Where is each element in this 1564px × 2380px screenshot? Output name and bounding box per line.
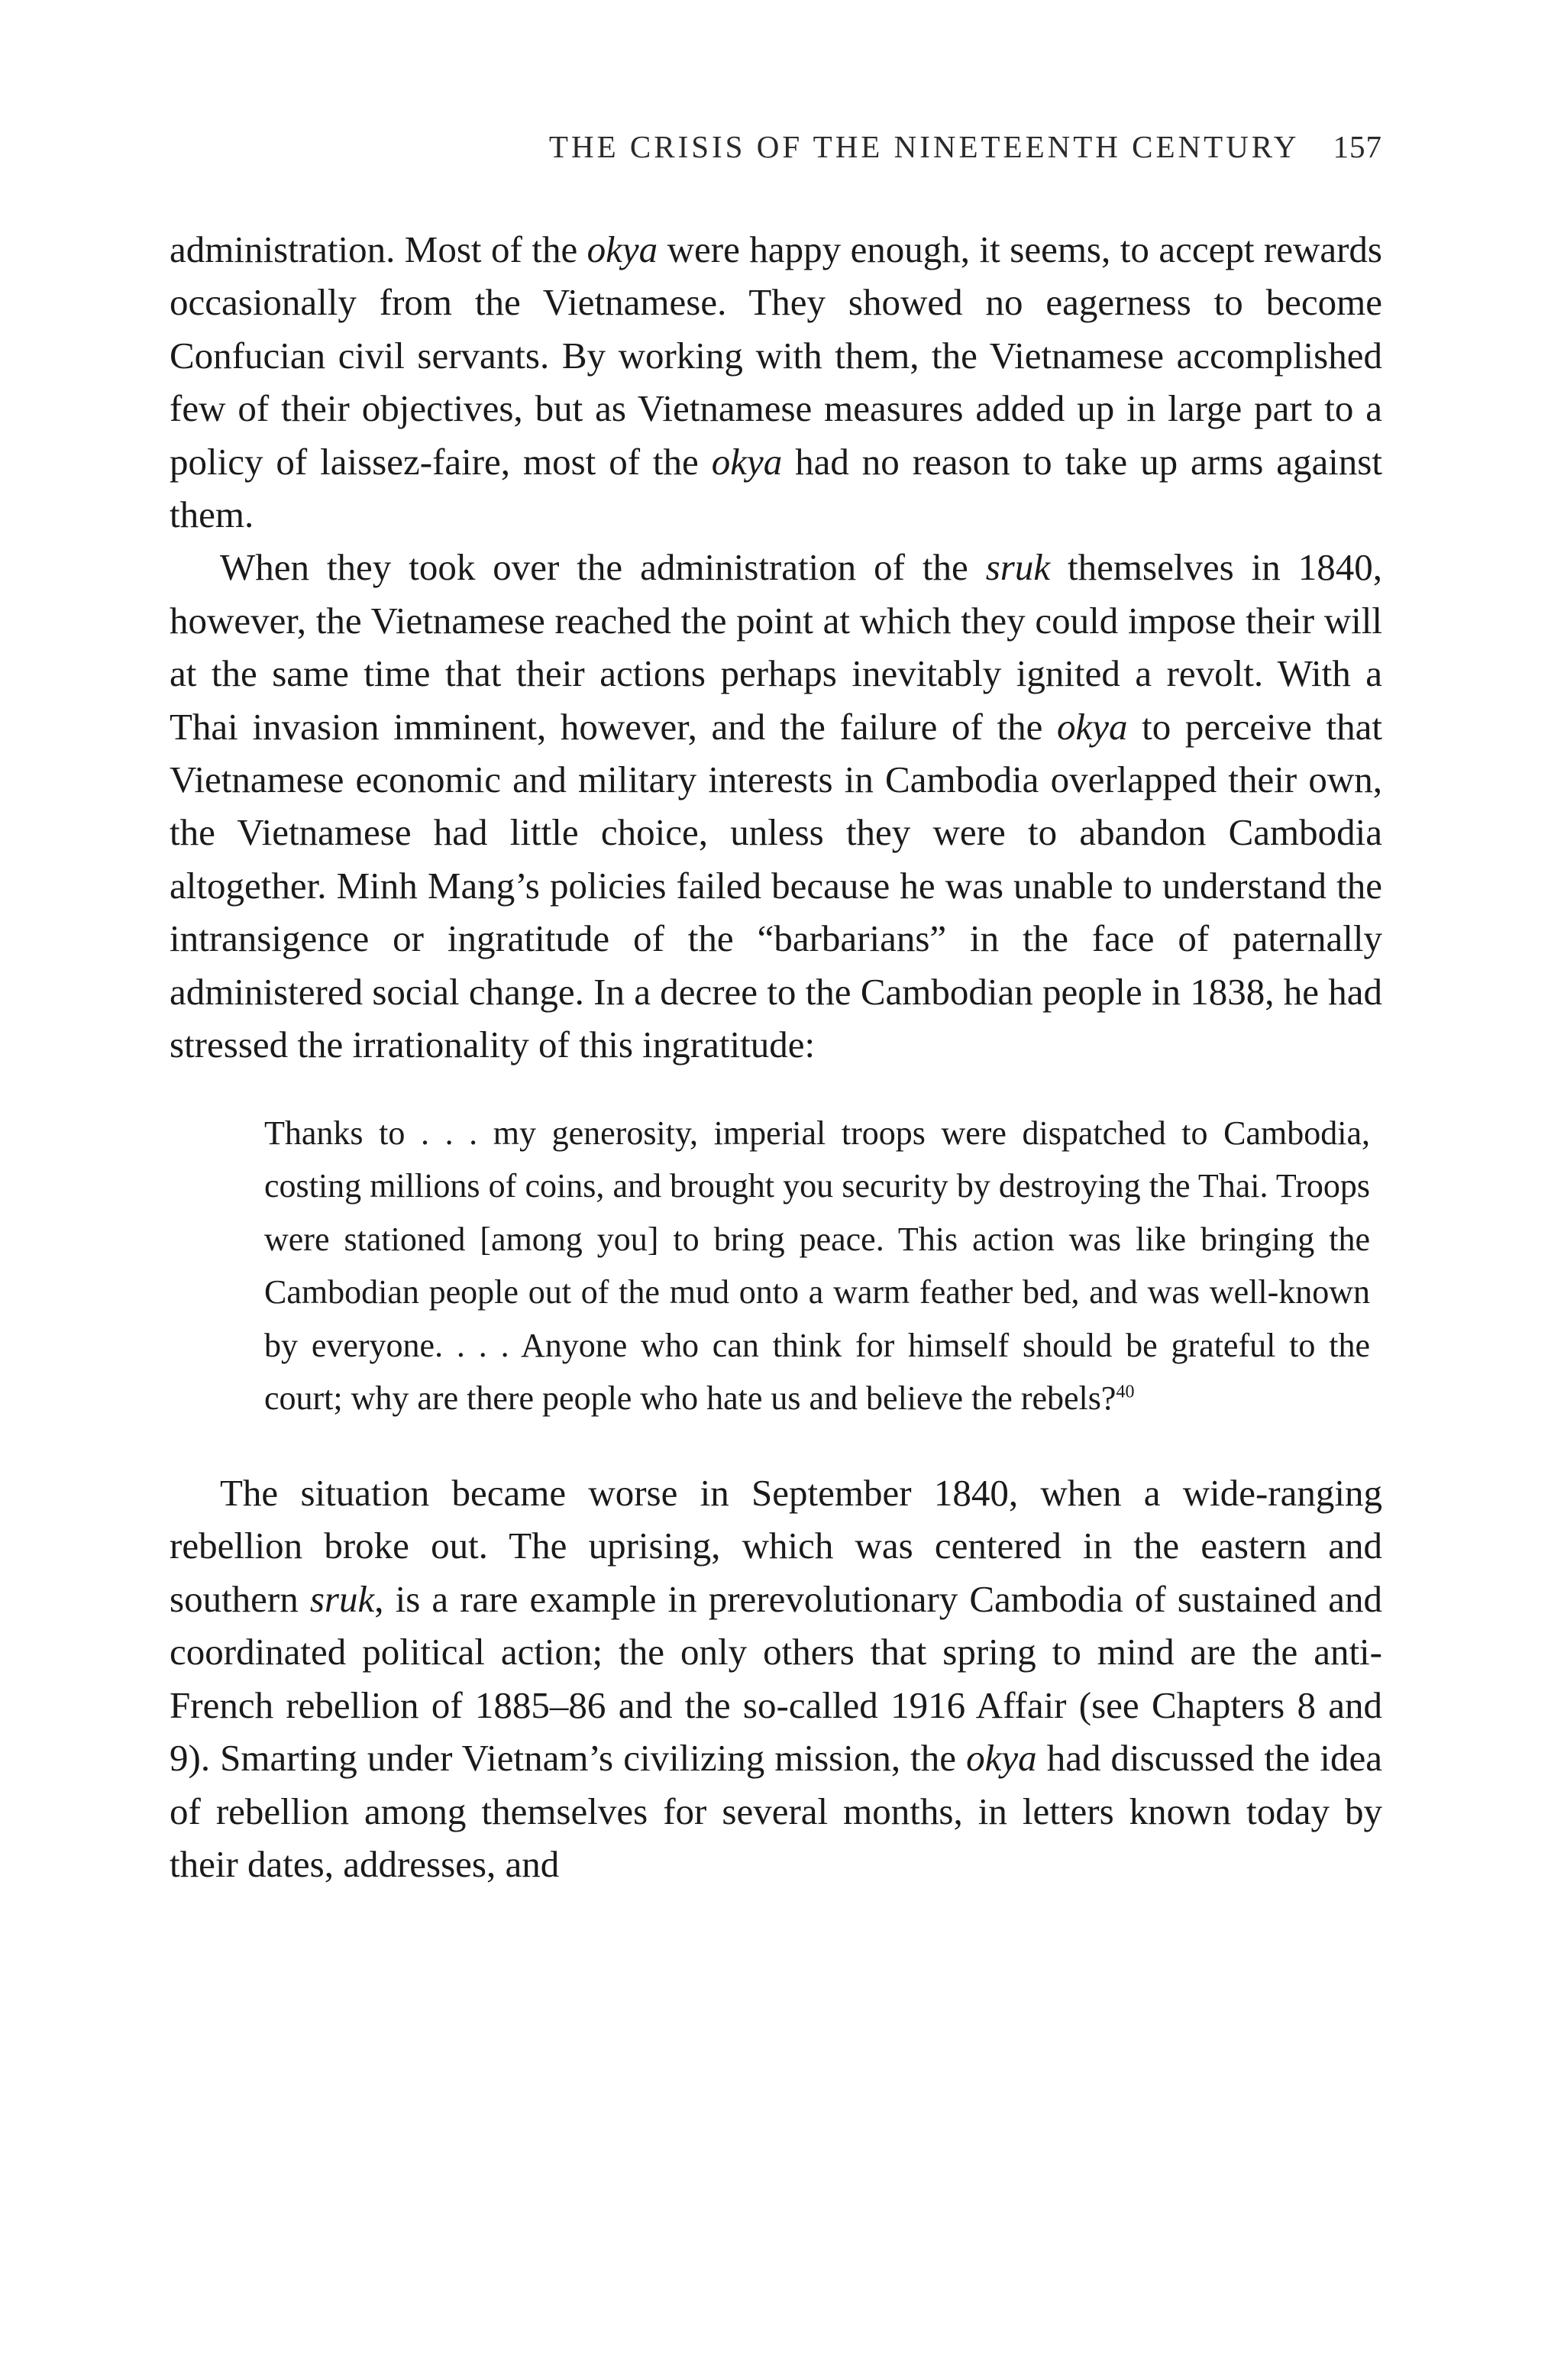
- paragraph-1-text-3: had no reason to take up arms against them.: [170, 440, 1382, 536]
- paragraph-3: [170, 1466, 1382, 1890]
- running-head-title: THE CRISIS OF THE NINETEENTH CENTURY: [548, 129, 1300, 164]
- body-text: [170, 223, 1382, 1890]
- paragraph-2-text-2: themselves in 1840, however, the Vietnamese reached the point at which they could impose their will at the same time that their actions perhaps inevitably ignited a revolt. With a Thai invasion imminent, however, and the failure of the: [170, 546, 1382, 748]
- paragraph-1: [170, 223, 1382, 541]
- page-number: 157: [1333, 129, 1382, 164]
- paragraph-1-text-2: were happy enough, it seems, to accept rewards occasionally from the Vietnamese. They showed no eagerness to become Confucian civil servants. By working with them, the Vietnamese accomplished few of their objectives, but as Vietnamese measures added up in large part to a policy of laissez-faire, most of the: [170, 228, 1382, 483]
- footnote-reference: 40: [1116, 1382, 1135, 1402]
- block-quote-text: Thanks to . . . my generosity, imperial troops were dispatched to Cambodia, costing millions of coins, and brought you security by destroying the Thai. Troops were stationed [among you] to bring peace. This action was like bringing the Cambodian people out of the mud onto a warm feather bed, and was well-known by everyone. . . . Anyone who can think for himself should be grateful to the court; why are there people who hate us and believe the rebels?: [264, 1114, 1370, 1418]
- paragraph-2: [170, 541, 1382, 1071]
- paragraph-3-text-3: had discussed the idea of rebellion among themselves for several months, in letters known today by their dates, addresses, and: [170, 1737, 1382, 1885]
- paragraph-2-text-1: When they took over the administration of the: [220, 546, 986, 589]
- paragraph-3-text-2: , is a rare example in prerevolutionary Cambodia of sustained and coordinated political action; the only others that spring to mind are the anti-French rebellion of 1885–86 and the so-called 1916 Affair (see Chapters 8 and 9). Smarting under Vietnam’s civilizing mission, the: [170, 1577, 1383, 1780]
- paragraph-1-text-1: administration. Most of the: [170, 228, 587, 270]
- running-head: [170, 128, 1382, 165]
- paragraph-3-italic-1: sruk: [309, 1577, 375, 1620]
- paragraph-1-italic-2: okya: [711, 440, 783, 483]
- block-quote: [264, 1107, 1370, 1426]
- paragraph-2-italic-1: sruk: [985, 546, 1051, 589]
- paragraph-3-text-1: The situation became worse in September 1840, when a wide-ranging rebellion broke out. The uprising, which was centered in the eastern and southern: [170, 1472, 1382, 1620]
- paragraph-3-italic-2: okya: [966, 1737, 1037, 1780]
- paragraph-2-italic-2: okya: [1057, 705, 1128, 748]
- paragraph-2-text-3: to perceive that Vietnamese economic and military interests in Cambodia overlapped their own, the Vietnamese had little choice, unless they were to abandon Cambodia altogether. Minh Mang’s policies failed because he was unable to understand the intransigence or ingratitude of the “barbarians” in the face of paternally administered social change. In a decree to the Cambodian people in 1838, he had stressed the irrationality of this ingratitude:: [170, 705, 1382, 1066]
- paragraph-1-italic-1: okya: [586, 228, 658, 270]
